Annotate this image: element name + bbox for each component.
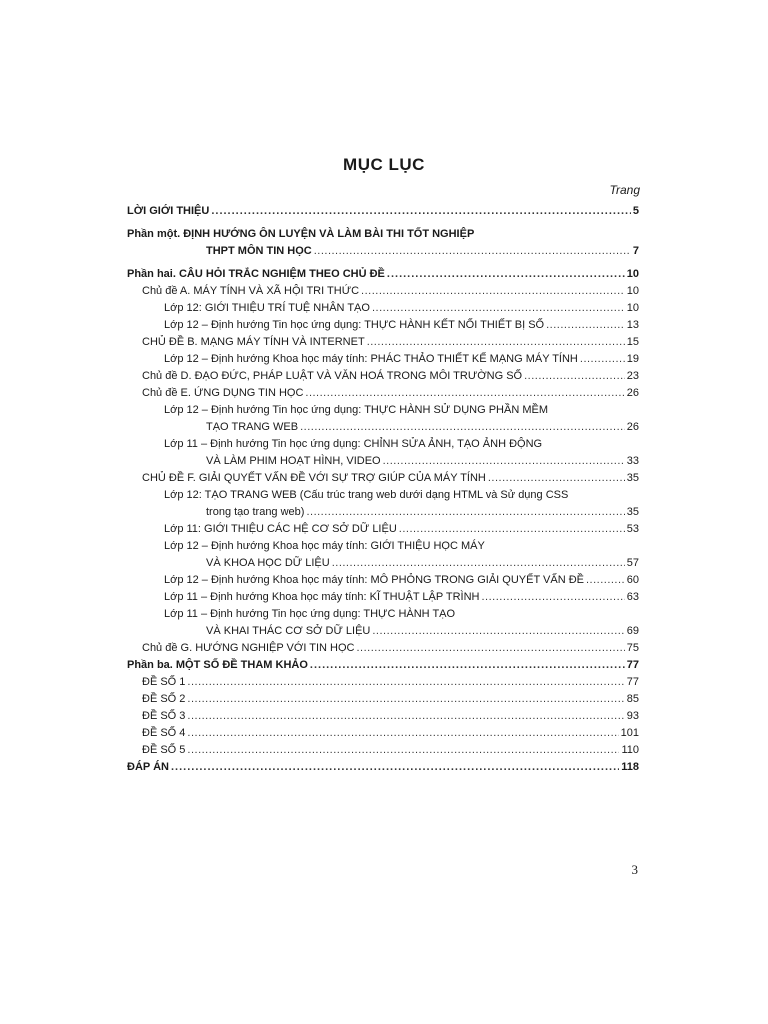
toc-entry-page: 110 [621,744,639,756]
leader-dots [546,317,625,334]
toc-entry-page: 60 [626,574,639,586]
toc-entry-title: ĐỀ SỐ 1 [142,676,186,688]
toc-entry-title: ĐỀ SỐ 2 [142,693,186,705]
leader-dots [367,334,625,351]
toc-entry-page: 33 [626,455,639,467]
toc-entry-test-5[interactable] [127,742,639,759]
leader-dots [314,243,631,260]
leader-dots [187,708,624,725]
toc-entry-topic-b[interactable] [127,334,639,351]
toc-entry-title: Lớp 12 – Định hướng Khoa học máy tính: MÔ PHỎNG TRONG GIẢI QUYẾT VẤN ĐỀ [164,574,584,586]
page-column-label: Trang [609,183,640,197]
toc-entry-e-1[interactable] [127,402,639,419]
toc-entry-title: Lớp 12 – Định hướng Khoa học máy tính: PHÁC THẢO THIẾT KẾ MẠNG MÁY TÍNH [164,353,578,365]
toc-entry-page: 101 [620,727,639,739]
toc-entry-page: 13 [626,319,639,331]
toc-entry-title: Phần một. ĐỊNH HƯỚNG ÔN LUYỆN VÀ LÀM BÀI THI TỐT NGHIỆP [127,228,475,240]
leader-dots [306,504,624,521]
toc-entry-intro[interactable] [127,203,639,220]
leader-dots [187,674,624,691]
toc-entry-page: 26 [626,421,639,433]
leader-dots [356,640,624,657]
toc-entry-page: 69 [626,625,639,637]
toc-entry-title: VÀ KHAI THÁC CƠ SỞ DỮ LIỆU [206,625,371,637]
toc-entry-a-1[interactable] [127,300,639,317]
toc-entry-page: 57 [626,557,639,569]
toc-entry-page: 93 [626,710,639,722]
toc-entry-page: 26 [626,387,639,399]
leader-dots [399,521,625,538]
toc-entry-page: 85 [626,693,639,705]
toc-entry-test-4[interactable] [127,725,639,742]
toc-entry-title: Lớp 12: TẠO TRANG WEB (Cấu trúc trang web dưới dạng HTML và Sử dụng CSS [164,489,569,501]
toc-entry-f-2[interactable] [127,521,639,538]
toc-entry-page: 118 [621,761,639,773]
toc-entry-title: CHỦ ĐỀ F. GIẢI QUYẾT VẤN ĐỀ VỚI SỰ TRỢ GIÚP CỦA MÁY TÍNH [142,472,486,484]
toc-entry-topic-f[interactable] [127,470,639,487]
toc-entry-title: Phần ba. MỘT SỐ ĐỀ THAM KHẢO [127,659,308,671]
toc-entry-title: Phần hai. CÂU HỎI TRẮC NGHIỆM THEO CHỦ ĐỀ [127,268,385,280]
toc-entry-title: CHỦ ĐỀ B. MẠNG MÁY TÍNH VÀ INTERNET [142,336,365,348]
toc-entry-title: Lớp 12 – Định hướng Tin học ứng dụng: THỰC HÀNH SỬ DỤNG PHẦN MỀM [164,404,548,416]
toc-entry-title: Chủ đề D. ĐẠO ĐỨC, PHÁP LUẬT VÀ VĂN HOÁ TRONG MÔI TRƯỜNG SỐ [142,370,523,382]
leader-dots [187,691,624,708]
toc-entry-title: Lớp 11 – Định hướng Khoa học máy tính: KĨ THUẬT LẬP TRÌNH [164,591,480,603]
toc-entry-title: Lớp 11 – Định hướng Tin học ứng dụng: CHỈNH SỬA ẢNH, TẠO ẢNH ĐỘNG [164,438,543,450]
leader-dots [372,300,625,317]
page-number: 3 [631,862,638,877]
toc-entry-f-1[interactable] [127,487,639,504]
toc-entry-answers[interactable] [127,759,639,776]
leader-dots [171,759,619,776]
toc-entry-title: THPT MÔN TIN HỌC [206,245,312,257]
toc-entry-title: Lớp 11: GIỚI THIỆU CÁC HỆ CƠ SỞ DỮ LIỆU [164,523,397,535]
toc-entry-test-2[interactable] [127,691,639,708]
leader-dots [580,351,625,368]
toc-entry-title: ĐỀ SỐ 4 [142,727,186,739]
toc-entry-title: ĐỀ SỐ 5 [142,744,186,756]
toc-entry-f-4[interactable] [127,572,639,589]
toc-entry-topic-d[interactable] [127,368,639,385]
toc-entry-page: 75 [626,642,639,654]
toc-entry-page: 77 [626,659,639,671]
leader-dots [310,657,625,674]
toc-entry-title: Lớp 12 – Định hướng Khoa học máy tính: GIỚI THIỆU HỌC MÁY [164,540,485,552]
toc-entry-page: 5 [632,205,639,217]
toc-entry-a-2[interactable] [127,317,639,334]
toc-entry-part-one[interactable] [127,226,639,243]
toc-entry-e-1-cont[interactable] [127,419,639,436]
table-of-contents [127,203,639,776]
toc-entry-title: trong tạo trang web) [206,506,305,518]
leader-dots [305,385,624,402]
toc-entry-page: 77 [626,676,639,688]
toc-entry-topic-a[interactable] [127,283,639,300]
toc-entry-title: Lớp 11 – Định hướng Tin học ứng dụng: THỰC HÀNH TẠO [164,608,456,620]
toc-entry-b-1[interactable] [127,351,639,368]
leader-dots [383,453,625,470]
toc-entry-page: 63 [626,591,639,603]
leader-dots [586,572,625,589]
toc-entry-f-3-cont[interactable] [127,555,639,572]
toc-entry-f-1-cont[interactable] [127,504,639,521]
leader-dots [361,283,625,300]
toc-entry-e-2[interactable] [127,436,639,453]
toc-entry-page: 35 [626,472,639,484]
toc-entry-topic-g[interactable] [127,640,639,657]
toc-entry-page: 19 [626,353,639,365]
leader-dots [300,419,625,436]
toc-entry-page: 7 [632,245,639,257]
toc-entry-title: VÀ LÀM PHIM HOẠT HÌNH, VIDEO [206,455,381,467]
leader-dots [387,266,625,283]
toc-entry-topic-e[interactable] [127,385,639,402]
toc-entry-page: 53 [626,523,639,535]
toc-entry-title: Chủ đề A. MÁY TÍNH VÀ XÃ HỘI TRI THỨC [142,285,360,297]
toc-entry-title: Lớp 12: GIỚI THIỆU TRÍ TUỆ NHÂN TẠO [164,302,370,314]
toc-entry-title: Chủ đề G. HƯỚNG NGHIỆP VỚI TIN HỌC [142,642,355,654]
toc-entry-page: 23 [626,370,639,382]
leader-dots [332,555,625,572]
toc-entry-test-1[interactable] [127,674,639,691]
toc-entry-test-3[interactable] [127,708,639,725]
toc-entry-title: ĐÁP ÁN [127,761,169,773]
leader-dots [211,203,631,220]
toc-entry-f-6-cont[interactable] [127,623,639,640]
leader-dots [481,589,624,606]
toc-entry-page: 10 [626,285,639,297]
leader-dots [187,742,619,759]
toc-entry-title: VÀ KHOA HỌC DỮ LIỆU [206,557,330,569]
toc-entry-title: LỜI GIỚI THIỆU [127,205,210,217]
toc-entry-title: Lớp 12 – Định hướng Tin học ứng dụng: THỰC HÀNH KẾT NỐI THIẾT BỊ SỐ [164,319,545,331]
page-title: MỤC LỤC [343,155,425,174]
toc-entry-part-two[interactable] [127,266,639,283]
toc-entry-title: TẠO TRANG WEB [206,421,299,433]
leader-dots [488,470,625,487]
toc-entry-f-5[interactable] [127,589,639,606]
leader-dots [524,368,625,385]
toc-entry-title: Chủ đề E. ỨNG DỤNG TIN HỌC [142,387,304,399]
toc-entry-e-2-cont[interactable] [127,453,639,470]
toc-entry-page: 10 [626,302,639,314]
leader-dots [187,725,618,742]
leader-dots [372,623,624,640]
toc-entry-page: 10 [626,268,639,280]
toc-entry-title: ĐỀ SỐ 3 [142,710,186,722]
toc-entry-f-3[interactable] [127,538,639,555]
toc-entry-f-6[interactable] [127,606,639,623]
toc-entry-part-three[interactable] [127,657,639,674]
toc-entry-part-one-cont[interactable] [127,243,639,260]
toc-entry-page: 35 [626,506,639,518]
toc-entry-page: 15 [626,336,639,348]
